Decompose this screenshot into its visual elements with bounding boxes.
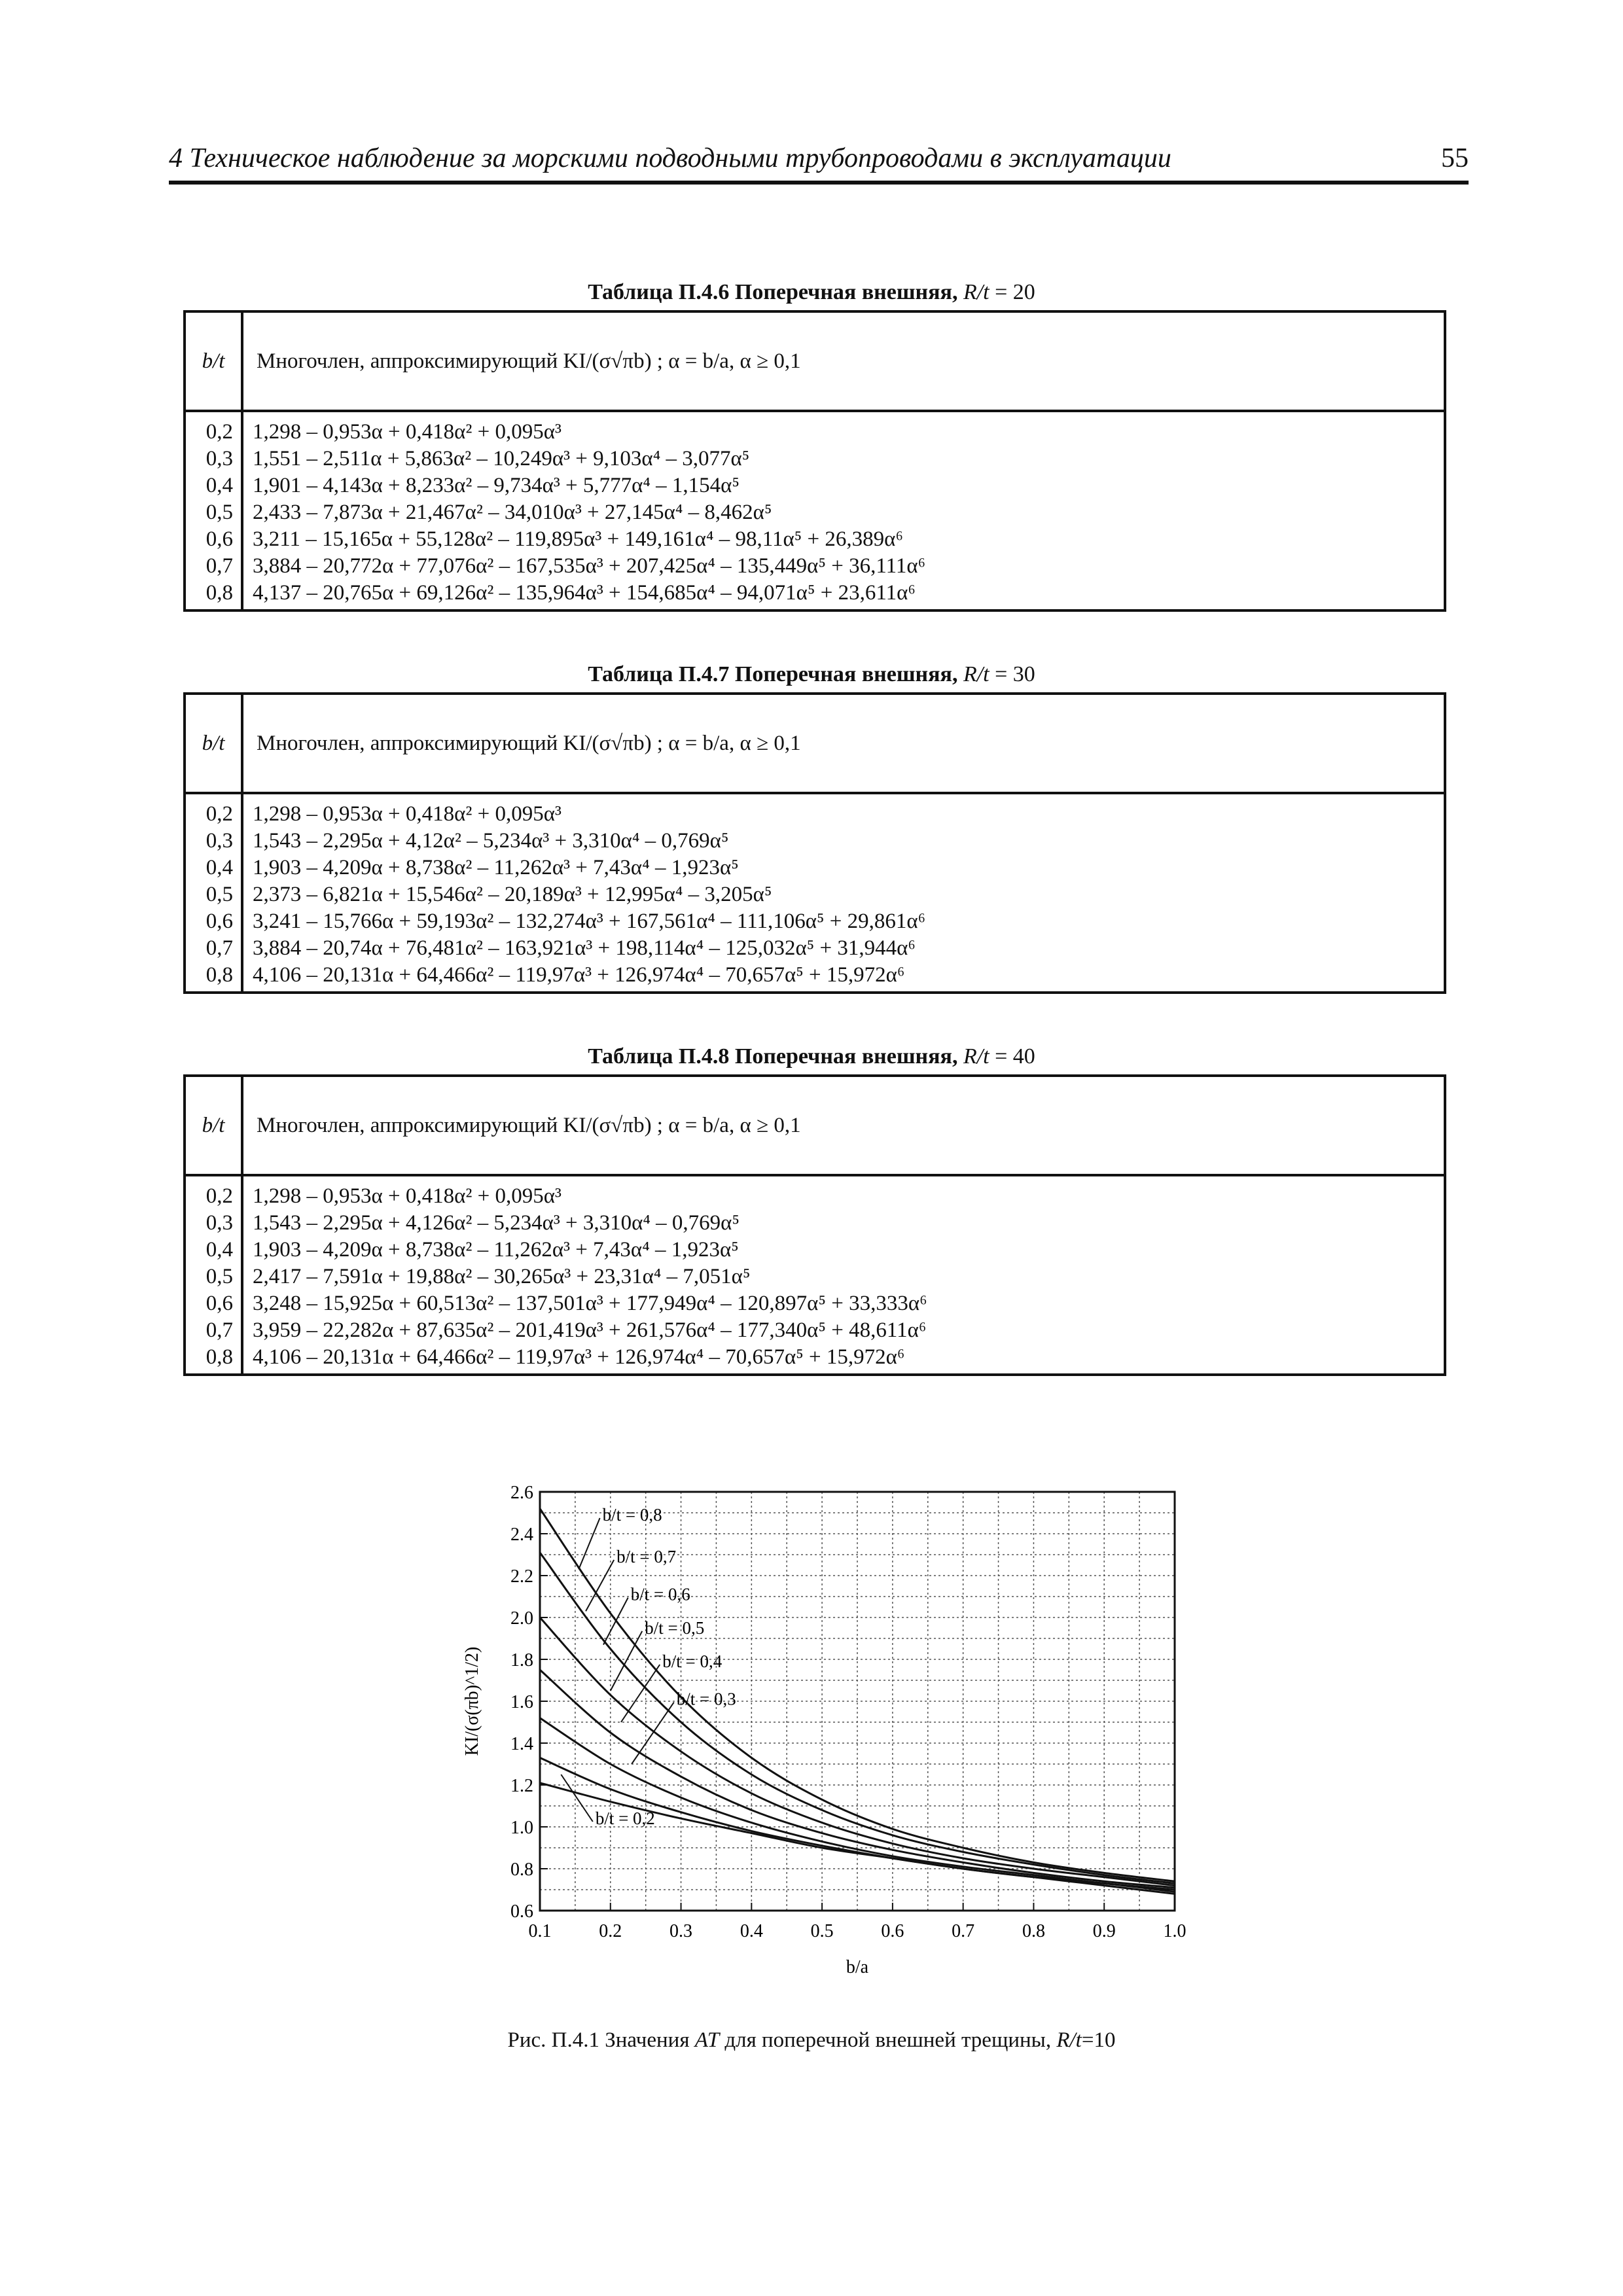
page-number: 55 xyxy=(1441,143,1469,173)
label-leader-line xyxy=(621,1665,660,1722)
y-tick-label: 2.2 xyxy=(510,1566,533,1587)
table-cell-polynomial: 1,901 – 4,143α + 8,233α² – 9,734α³ + 5,777α⁴ – 1,154α⁵ xyxy=(253,474,740,497)
chapter-title: 4 Техническое наблюдение за морскими подводными трубопроводами в эксплуатации xyxy=(169,143,1171,173)
table-cell-bt: 0,2 xyxy=(205,420,233,444)
series-label: b/t = 0,3 xyxy=(676,1689,736,1709)
label-leader-line xyxy=(579,1518,599,1569)
table-cell-polynomial: 1,903 – 4,209α + 8,738α² – 11,262α³ + 7,43α⁴ – 1,923α⁵ xyxy=(253,1238,739,1262)
series-label: b/t = 0,8 xyxy=(602,1505,662,1525)
x-tick-label: 0.5 xyxy=(810,1921,834,1941)
table-cell-polynomial: 1,543 – 2,295α + 4,126α² – 5,234α³ + 3,310α⁴ – 0,769α⁵ xyxy=(253,1211,740,1235)
table-cell-bt: 0,7 xyxy=(205,936,233,960)
bt-values-cell xyxy=(185,1175,242,1375)
table-cell-polynomial: 1,551 – 2,511α + 5,863α² – 10,249α³ + 9,103α⁴ – 3,077α⁵ xyxy=(253,447,750,470)
table-cell-bt: 0,2 xyxy=(205,1184,233,1208)
table-cell-polynomial: 3,241 – 15,766α + 59,193α² – 132,274α³ + 167,561α⁴ – 111,106α⁵ + 29,861α⁶ xyxy=(253,910,926,933)
table-cell-bt: 0,5 xyxy=(205,1265,233,1288)
x-tick-label: 0.8 xyxy=(1022,1921,1045,1941)
y-tick-label: 0.8 xyxy=(510,1860,533,1880)
table-cell-bt: 0,5 xyxy=(205,883,233,906)
polynomial-table xyxy=(183,1074,1446,1376)
table-cell-bt: 0,8 xyxy=(205,963,233,987)
series-label: b/t = 0,2 xyxy=(595,1809,655,1828)
y-tick-label: 1.8 xyxy=(510,1650,533,1670)
x-tick-label: 0.3 xyxy=(669,1921,693,1941)
x-tick-label: 1.0 xyxy=(1163,1921,1186,1941)
table-caption: Таблица П.4.7 Поперечная внешняя, R/t = 30 xyxy=(588,662,1035,686)
table-cell-polynomial: 2,433 – 7,873α + 21,467α² – 34,010α³ + 27,145α⁴ – 8,462α⁵ xyxy=(253,501,772,524)
table-cell-polynomial: 3,211 – 15,165α + 55,128α² – 119,895α³ + 149,161α⁴ – 98,11α⁵ + 26,389α⁶ xyxy=(253,527,903,551)
y-tick-label: 2.6 xyxy=(510,1483,533,1503)
polynomial-values-cell xyxy=(242,1175,1445,1375)
table-cell-polynomial: 2,417 – 7,591α + 19,88α² – 30,265α³ + 23,31α⁴ – 7,051α⁵ xyxy=(253,1265,751,1288)
table-cell-polynomial: 1,298 – 0,953α + 0,418α² + 0,095α³ xyxy=(253,420,562,444)
table-caption: Таблица П.4.8 Поперечная внешняя, R/t = 40 xyxy=(588,1044,1035,1069)
x-axis-label: b/a xyxy=(846,1957,869,1977)
y-tick-label: 2.4 xyxy=(510,1525,533,1545)
x-tick-label: 0.1 xyxy=(528,1921,552,1941)
bt-values-cell xyxy=(185,793,242,993)
y-tick-label: 1.4 xyxy=(510,1734,533,1754)
column-header-polynomial: Многочлен, аппроксимирующий KI/(σ√πb) ; α = b/a, α ≥ 0,1 xyxy=(242,311,1445,411)
table-cell-polynomial: 1,298 – 0,953α + 0,418α² + 0,095α³ xyxy=(253,802,562,826)
chart-svg xyxy=(452,1479,1211,2002)
table-cell-polynomial: 3,884 – 20,74α + 76,481α² – 163,921α³ + 198,114α⁴ – 125,032α⁵ + 31,944α⁶ xyxy=(253,936,916,960)
series-label: b/t = 0,5 xyxy=(645,1617,705,1638)
table-cell-polynomial: 3,248 – 15,925α + 60,513α² – 137,501α³ + 177,949α⁴ – 120,897α⁵ + 33,333α⁶ xyxy=(253,1292,927,1315)
table-cell-polynomial: 1,903 – 4,209α + 8,738α² – 11,262α³ + 7,43α⁴ – 1,923α⁵ xyxy=(253,856,739,879)
table-cell-polynomial: 1,298 – 0,953α + 0,418α² + 0,095α³ xyxy=(253,1184,562,1208)
label-leader-line xyxy=(561,1775,593,1822)
y-tick-label: 0.6 xyxy=(510,1901,533,1922)
polynomial-values-cell xyxy=(242,793,1445,993)
table-cell-bt: 0,4 xyxy=(205,856,233,879)
polynomial-table xyxy=(183,310,1446,612)
bt-values-cell xyxy=(185,411,242,610)
column-header-bt: b/t xyxy=(185,311,242,411)
y-tick-label: 1.6 xyxy=(510,1692,533,1712)
running-header xyxy=(169,143,1469,185)
table-cell-bt: 0,6 xyxy=(205,910,233,933)
label-leader-line xyxy=(611,1631,643,1691)
table-cell-bt: 0,8 xyxy=(205,581,233,605)
polynomial-table xyxy=(183,692,1446,994)
x-tick-label: 0.4 xyxy=(740,1921,763,1941)
table-cell-polynomial: 3,959 – 22,282α + 87,635α² – 201,419α³ + 261,576α⁴ – 177,340α⁵ + 48,611α⁶ xyxy=(253,1318,927,1342)
series-label: b/t = 0,6 xyxy=(630,1584,690,1604)
table-caption: Таблица П.4.6 Поперечная внешняя, R/t = 20 xyxy=(588,280,1035,304)
table-cell-polynomial: 4,137 – 20,765α + 69,126α² – 135,964α³ + 154,685α⁴ – 94,071α⁵ + 23,611α⁶ xyxy=(253,581,916,605)
series-label: b/t = 0,4 xyxy=(662,1651,722,1671)
column-header-polynomial: Многочлен, аппроксимирующий KI/(σ√πb) ; α = b/a, α ≥ 0,1 xyxy=(242,694,1445,793)
table-cell-bt: 0,3 xyxy=(205,447,233,470)
table-cell-bt: 0,7 xyxy=(205,1318,233,1342)
x-tick-label: 0.2 xyxy=(599,1921,622,1941)
sif-chart xyxy=(452,1479,1211,2002)
table-cell-bt: 0,7 xyxy=(205,554,233,578)
x-tick-label: 0.6 xyxy=(881,1921,904,1941)
y-tick-label: 1.2 xyxy=(510,1776,533,1796)
table-cell-polynomial: 2,373 – 6,821α + 15,546α² – 20,189α³ + 12,995α⁴ – 3,205α⁵ xyxy=(253,883,772,906)
table-cell-polynomial: 1,543 – 2,295α + 4,12α² – 5,234α³ + 3,310α⁴ – 0,769α⁵ xyxy=(253,829,729,853)
table-cell-bt: 0,2 xyxy=(205,802,233,826)
table-cell-bt: 0,5 xyxy=(205,501,233,524)
table-cell-polynomial: 3,884 – 20,772α + 77,076α² – 167,535α³ + 207,425α⁴ – 135,449α⁵ + 36,111α⁶ xyxy=(253,554,926,578)
figure-caption: Рис. П.4.1 Значения AT для поперечной внешней трещины, R/t=10 xyxy=(507,2028,1116,2052)
column-header-polynomial: Многочлен, аппроксимирующий KI/(σ√πb) ; α = b/a, α ≥ 0,1 xyxy=(242,1076,1445,1175)
polynomial-values-cell xyxy=(242,411,1445,610)
table-cell-bt: 0,3 xyxy=(205,829,233,853)
label-leader-line xyxy=(632,1703,674,1764)
y-tick-label: 2.0 xyxy=(510,1608,533,1629)
y-axis-label: KI/(σ(πb)^1/2) xyxy=(462,1646,482,1756)
x-tick-label: 0.7 xyxy=(952,1921,975,1941)
y-tick-label: 1.0 xyxy=(510,1818,533,1838)
column-header-bt: b/t xyxy=(185,694,242,793)
table-cell-bt: 0,3 xyxy=(205,1211,233,1235)
table-cell-bt: 0,6 xyxy=(205,1292,233,1315)
label-leader-line xyxy=(603,1598,628,1645)
x-tick-label: 0.9 xyxy=(1092,1921,1116,1941)
table-cell-bt: 0,6 xyxy=(205,527,233,551)
column-header-bt: b/t xyxy=(185,1076,242,1175)
table-cell-polynomial: 4,106 – 20,131α + 64,466α² – 119,97α³ + 126,974α⁴ – 70,657α⁵ + 15,972α⁶ xyxy=(253,1345,905,1369)
table-cell-bt: 0,8 xyxy=(205,1345,233,1369)
table-cell-bt: 0,4 xyxy=(205,474,233,497)
table-cell-polynomial: 4,106 – 20,131α + 64,466α² – 119,97α³ + 126,974α⁴ – 70,657α⁵ + 15,972α⁶ xyxy=(253,963,905,987)
series-label: b/t = 0,7 xyxy=(616,1547,677,1566)
table-cell-bt: 0,4 xyxy=(205,1238,233,1262)
